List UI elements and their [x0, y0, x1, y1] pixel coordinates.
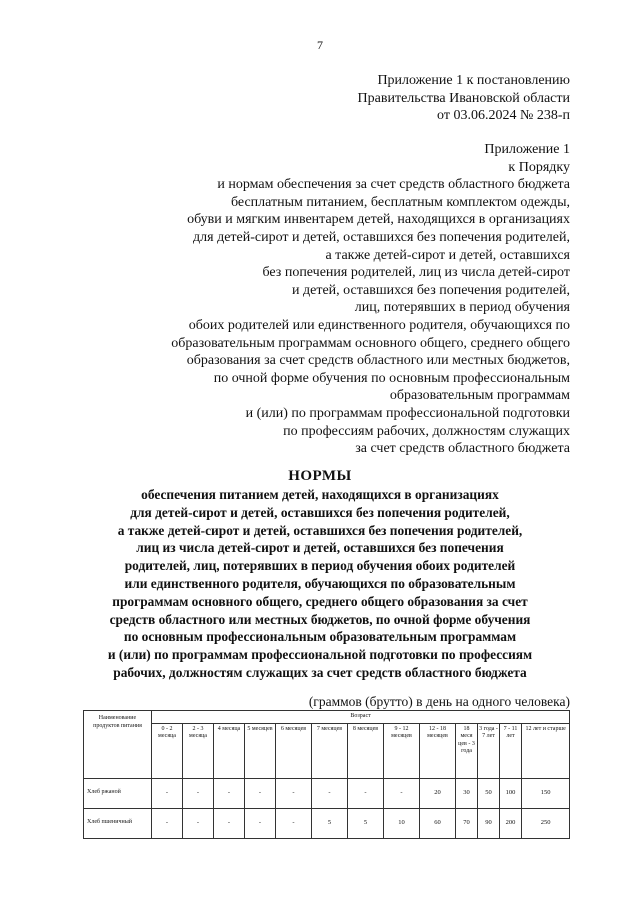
- age-column-header: 7 месяцев: [312, 723, 348, 778]
- norm-value: -: [245, 808, 276, 838]
- norm-value: -: [214, 808, 245, 838]
- norm-value: 70: [456, 808, 478, 838]
- subtitle-line: обеспечения питанием детей, находящихся в организациях: [141, 487, 499, 502]
- subtitle-line: средств областного или местных бюджетов, по очной форме обучения: [109, 611, 531, 627]
- appendix-sub-header: [171, 141, 570, 458]
- age-column-header: 2 - 3 месяца: [183, 723, 214, 778]
- norm-value: -: [152, 808, 183, 838]
- subtitle-line: для детей-сирот и детей, оставшихся без попечения родителей,: [130, 504, 510, 520]
- age-column-header: 12 - 18 месяцев: [420, 723, 456, 778]
- age-columns-row: [84, 723, 570, 778]
- subtitle-line: или единственного родителя, обучающихся по образовательным: [124, 575, 516, 591]
- product-name-header: Наименование продуктов питания: [84, 711, 152, 779]
- appendix-sub-line: по профессиям рабочих, должностям служащих: [283, 423, 570, 439]
- appendix-sub-line: обуви и мягким инвентарем детей, находящихся в организациях: [187, 212, 570, 228]
- norm-value: 100: [500, 778, 522, 808]
- subtitle-line: а также детей-сирот и детей, оставшихся без попечения родителей,: [117, 522, 523, 538]
- table-row: [84, 808, 570, 838]
- subtitle-line: родителей, лиц, потерявших в период обучения обоих родителей: [124, 558, 516, 574]
- norm-value: -: [214, 778, 245, 808]
- document-subtitle: [80, 486, 560, 682]
- appendix-sub-line: образовательным программам основного общего, среднего общего: [171, 335, 570, 351]
- norm-value: -: [183, 778, 214, 808]
- document-title: НОРМЫ: [288, 468, 352, 484]
- subtitle-line: рабочих, должностям служащих за счет средств областного бюджета: [113, 664, 527, 680]
- appendix-sub-line: образования за счет средств областного или местных бюджетов,: [186, 353, 570, 369]
- subtitle-line: по основным профессиональным образовательным программам: [123, 629, 517, 645]
- appendix-sub-line: и детей, оставшихся без попечения родителей,: [292, 282, 570, 298]
- norm-value: 5: [312, 808, 348, 838]
- norm-value: -: [245, 778, 276, 808]
- norm-value: 250: [522, 808, 570, 838]
- norms-table: [83, 710, 570, 839]
- table-row: [84, 778, 570, 808]
- age-column-header: 18 меся цев - 3 года: [456, 723, 478, 778]
- appendix-main-header: [358, 72, 570, 125]
- unit-note: (граммов (брутто) в день на одного человека): [308, 694, 570, 709]
- norm-value: 200: [500, 808, 522, 838]
- age-column-header: 8 месяцев: [348, 723, 384, 778]
- appendix-sub-line: за счет средств областного бюджета: [355, 441, 570, 457]
- subtitle-line: и (или) по программам профессиональной подготовки по профессиям: [107, 647, 533, 663]
- norm-value: -: [152, 778, 183, 808]
- age-column-header: 9 - 12 месяцев: [384, 723, 420, 778]
- age-column-header: 7 - 11 лет: [500, 723, 522, 778]
- norm-value: 50: [478, 778, 500, 808]
- appendix-main-line: от 03.06.2024 № 238-п: [437, 108, 570, 123]
- age-column-header: 12 лет и старше: [522, 723, 570, 778]
- age-header: Возраст: [152, 711, 570, 724]
- appendix-main-line: Приложение 1 к постановлению: [377, 73, 570, 88]
- norm-value: 5: [348, 808, 384, 838]
- appendix-sub-line: образовательным программам: [389, 388, 570, 404]
- appendix-sub-line: обоих родителей или единственного родителя, обучающихся по: [188, 317, 570, 333]
- appendix-sub-line: Приложение 1: [484, 142, 570, 157]
- subtitle-line: лиц из числа детей-сирот и детей, оставшихся без попечения: [136, 540, 504, 556]
- appendix-sub-line: без попечения родителей, лиц из числа детей-сирот: [262, 265, 570, 281]
- norm-value: -: [348, 778, 384, 808]
- norm-value: -: [276, 778, 312, 808]
- norm-value: -: [276, 808, 312, 838]
- appendix-main-line: Правительства Ивановской области: [357, 90, 570, 106]
- appendix-sub-line: а также детей-сирот и детей, оставшихся: [325, 247, 570, 263]
- age-column-header: 5 месяцев: [245, 723, 276, 778]
- norm-value: 60: [420, 808, 456, 838]
- appendix-sub-line: для детей-сирот и детей, оставшихся без попечения родителей,: [193, 229, 570, 245]
- norm-value: -: [384, 778, 420, 808]
- norm-value: -: [183, 808, 214, 838]
- appendix-sub-line: и нормам обеспечения за счет средств областного бюджета: [217, 177, 570, 193]
- norm-value: 30: [456, 778, 478, 808]
- age-column-header: 4 месяца: [214, 723, 245, 778]
- age-column-header: 3 года - 7 лет: [478, 723, 500, 778]
- product-name: Хлеб пшеничный: [84, 808, 152, 838]
- table-header-row: [84, 711, 570, 724]
- age-column-header: 6 месяцев: [276, 723, 312, 778]
- appendix-sub-line: и (или) по программам профессиональной подготовки: [245, 405, 570, 421]
- norm-value: 20: [420, 778, 456, 808]
- norm-value: 150: [522, 778, 570, 808]
- appendix-sub-line: лиц, потерявших в период обучения: [354, 300, 570, 316]
- norm-value: 90: [478, 808, 500, 838]
- appendix-sub-line: по очной форме обучения по основным профессиональным: [213, 370, 570, 386]
- appendix-sub-line: бесплатным питанием, бесплатным комплектом одежды,: [230, 194, 570, 210]
- appendix-sub-line: к Порядку: [508, 159, 570, 175]
- norm-value: 10: [384, 808, 420, 838]
- subtitle-line: программам основного общего, среднего общего образования за счет: [112, 593, 528, 609]
- norm-value: -: [312, 778, 348, 808]
- age-column-header: 0 - 2 месяца: [152, 723, 183, 778]
- page-number: 7: [317, 38, 323, 52]
- product-name: Хлеб ржаной: [84, 778, 152, 808]
